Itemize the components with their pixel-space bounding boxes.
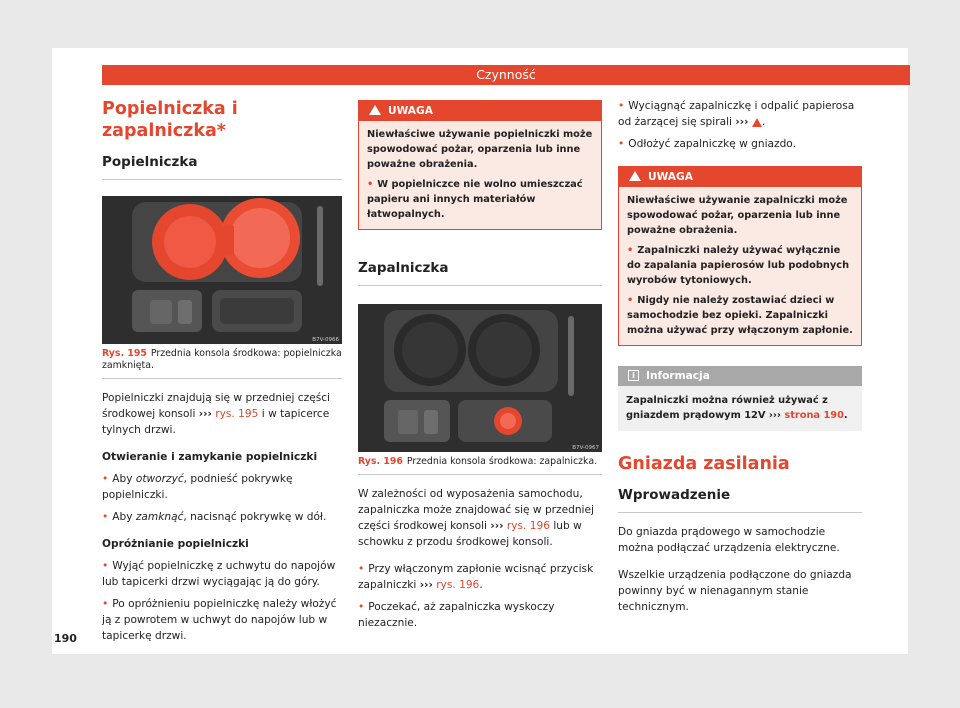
emphasis: zamknąć	[135, 511, 184, 523]
ref-arrow: ›››	[490, 520, 504, 532]
section-header: Czynność	[102, 65, 910, 85]
figure-caption	[358, 456, 602, 468]
text-run: Zapalniczki można również używać z gniazdem prądowym 12V	[626, 395, 828, 421]
ashtray-illustration	[102, 196, 342, 344]
column-3	[618, 98, 862, 615]
info-box	[618, 366, 862, 431]
text-run: Po opróżnieniu popielniczkę należy włożyć ją z powrotem w uchwyt do napojów lub w tapicerkę drzwi.	[102, 598, 337, 642]
text-run: Przy włączonym zapłonie wcisnąć przycisk zapalniczki	[358, 563, 594, 591]
info-body	[618, 386, 862, 431]
text-run: Nigdy nie należy zostawiać dzieci w samochodzie bez opieki. Zapalniczki można używać przy włączonym zapłonie.	[627, 295, 853, 336]
subtitle-intro: Wprowadzenie	[618, 487, 862, 513]
text-run: Aby	[112, 511, 133, 523]
figure-label: Rys. 196	[358, 456, 403, 467]
warning-text: Niewłaściwe używanie zapalniczki może spowodować pożar, oparzenia lub inne poważne obrażenia.	[627, 195, 848, 236]
bullet-put-back: • Odłożyć zapalniczkę w gniazdo.	[618, 138, 796, 150]
warning-bullet: • Nigdy nie należy zostawiać dzieci w samochodzie bez opieki. Zapalniczki można używać przy włączonym zapłonie.	[627, 295, 853, 336]
text-run: i w tapicerce tylnych drzwi.	[102, 408, 330, 436]
ref-arrow: ›››	[735, 116, 749, 128]
subtitle-popielniczka: Popielniczka	[102, 154, 342, 180]
warning-ref-icon[interactable]	[752, 118, 762, 127]
lighter-intro	[358, 486, 602, 550]
intro-paragraph	[102, 390, 342, 438]
warning-bullet: • W popielniczce nie wolno umieszczać papieru ani innych materiałów łatwopalnych.	[367, 179, 583, 220]
warning-icon	[629, 171, 641, 181]
info-header	[618, 366, 862, 386]
warning-title: UWAGA	[648, 171, 693, 183]
text-run: .	[479, 579, 483, 591]
warning-box-ashtray	[358, 100, 602, 230]
figure-caption	[102, 348, 342, 372]
manual-page	[52, 48, 908, 654]
text-run: Wyjąć popielniczkę z uchwytu do napojów lub tapicerki drzwi wyciągając ją do góry.	[102, 560, 336, 588]
figure-caption-text: Przednia konsola środkowa: zapalniczka.	[406, 456, 598, 467]
warning-bullet: • Zapalniczki należy używać wyłącznie do zapalania papierosów lub podobnych wyrobów tytoniowych.	[627, 245, 850, 286]
text-run: Aby	[112, 473, 133, 485]
text-run: , nacisnąć pokrywkę w dół.	[183, 511, 327, 523]
warning-box-lighter	[618, 166, 862, 346]
info-icon: i	[628, 370, 639, 381]
bullet-press: • Przy włączonym zapłonie wcisnąć przycisk zapalniczki ››› rys. 196.	[358, 563, 594, 591]
sockets-paragraph-1: Do gniazda prądowego w samochodzie można podłączać urządzenia elektryczne.	[618, 526, 840, 554]
info-title: Informacja	[646, 370, 710, 382]
text-run: lub w schowku z przodu środkowej konsoli.	[358, 520, 582, 548]
page-number: 190	[54, 632, 77, 645]
sockets-paragraph-2: Wszelkie urządzenia podłączone do gniazda powinny być w nienagannym stanie technicznym.	[618, 569, 852, 613]
warning-title: UWAGA	[388, 105, 433, 117]
text-run: .	[761, 116, 766, 128]
text-run: W popielniczce nie wolno umieszczać papieru ani innych materiałów łatwopalnych.	[367, 179, 583, 220]
page-link[interactable]: strona 190	[784, 410, 844, 421]
lighter-illustration	[358, 304, 602, 452]
bullet-open: • Aby otworzyć, podnieść pokrywkę popielniczki.	[102, 473, 293, 501]
text-run: W zależności od wyposażenia samochodu, zapalniczka może znajdować się w przedniej części środkowej konsoli	[358, 488, 594, 532]
warning-body	[619, 187, 861, 345]
bullet-reinsert: • Po opróżnieniu popielniczkę należy włożyć ją z powrotem w uchwyt do napojów lub w tapicerkę drzwi.	[102, 598, 337, 642]
warning-header	[619, 167, 861, 187]
bullet-remove: • Wyjąć popielniczkę z uchwytu do napojów lub tapicerki drzwi wyciągając ją do góry.	[102, 560, 336, 588]
warning-header	[359, 101, 601, 121]
warning-text: Niewłaściwe używanie popielniczki może spowodować pożar, oparzenia lub inne poważne obrażenia.	[367, 129, 593, 170]
heading-emptying: Opróżnianie popielniczki	[102, 538, 249, 550]
page-title: Popielniczka i zapalniczka*	[102, 99, 238, 141]
ref-arrow: ›››	[198, 408, 212, 420]
warning-icon	[369, 105, 381, 115]
column-1	[102, 98, 342, 644]
text-run: , podnieść pokrywkę popielniczki.	[102, 473, 293, 501]
text-run: .	[843, 410, 848, 421]
bullet-close: • Aby zamknąć, nacisnąć pokrywkę w dół.	[102, 511, 327, 523]
figure-195	[102, 196, 342, 379]
figure-196	[358, 304, 602, 475]
console-photo-lighter	[358, 304, 602, 452]
ref-arrow: ›››	[419, 579, 433, 591]
subtitle-zapalniczka: Zapalniczka	[358, 260, 602, 286]
text-run: Zapalniczki należy używać wyłącznie do zapalania papierosów lub podobnych wyrobów tytoniowych.	[627, 245, 850, 286]
text-run: Popielniczki znajdują się w przedniej części środkowej konsoli	[102, 392, 330, 420]
text-run: Poczekać, aż zapalniczka wyskoczy niezacznie.	[358, 601, 555, 629]
bullet-pull-out: • Wyciągnąć zapalniczkę i odpalić papierosa od żarzącej się spirali ››› .	[618, 100, 855, 128]
bullet-wait: • Poczekać, aż zapalniczka wyskoczy niezacznie.	[358, 601, 555, 629]
figure-link[interactable]: rys. 195	[215, 408, 259, 420]
figure-link[interactable]: rys. 196	[506, 520, 550, 532]
section-title-sockets: Gniazda zasilania	[618, 454, 790, 474]
heading-open-close: Otwieranie i zamykanie popielniczki	[102, 451, 318, 463]
warning-body	[359, 121, 601, 229]
text-run: Wyciągnąć zapalniczkę i odpalić papierosa od żarzącej się spirali	[618, 100, 855, 128]
figure-caption-text: Przednia konsola środkowa: popielniczka zamknięta.	[102, 348, 342, 371]
console-photo-ashtray	[102, 196, 342, 344]
text-run: Odłożyć zapalniczkę w gniazdo.	[628, 138, 796, 150]
figure-code: B7V-0966	[312, 337, 339, 343]
ref-arrow: ›››	[768, 410, 781, 421]
figure-code: B7V-0967	[572, 445, 599, 451]
figure-link[interactable]: rys. 196	[436, 579, 480, 591]
figure-label: Rys. 195	[102, 348, 147, 359]
column-2	[358, 98, 602, 631]
emphasis: otworzyć	[135, 473, 184, 485]
